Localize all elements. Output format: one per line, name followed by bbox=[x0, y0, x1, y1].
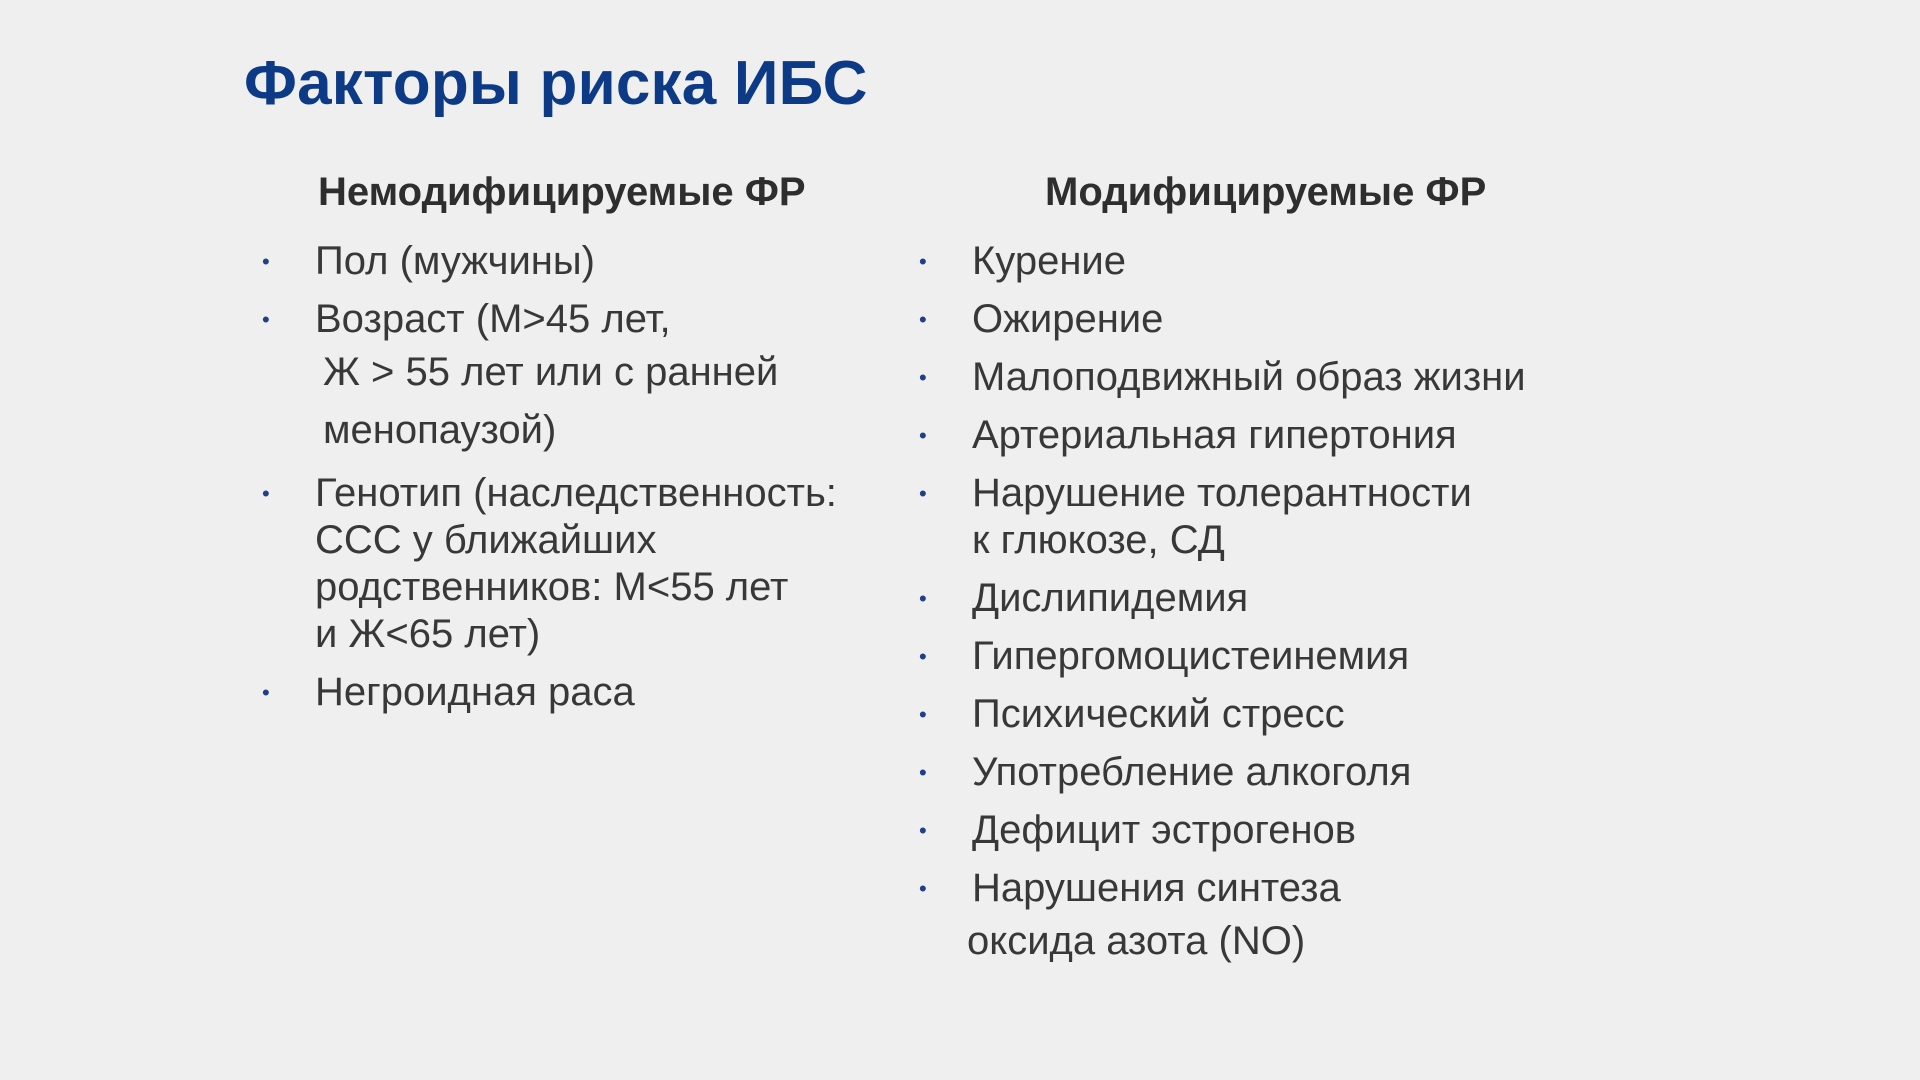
list-item bbox=[912, 354, 1672, 401]
list-item-text: Нарушения синтеза оксида азота (NO) bbox=[967, 866, 1341, 963]
list-item bbox=[912, 412, 1672, 459]
modifiable-heading: Модифицируемые ФР bbox=[1045, 170, 1487, 214]
modifiable-list bbox=[912, 238, 1672, 981]
bullet-icon: • bbox=[262, 680, 270, 705]
list-item bbox=[255, 669, 895, 716]
non-modifiable-list bbox=[255, 238, 895, 727]
list-item bbox=[912, 633, 1672, 680]
list-item-text: Нарушение толерантности к глюкозе, СД bbox=[972, 471, 1472, 562]
list-item-text: Курение bbox=[972, 239, 1127, 283]
bullet-icon: • bbox=[262, 249, 270, 274]
list-item bbox=[255, 238, 895, 285]
bullet-icon: • bbox=[919, 644, 927, 669]
list-item-text: Гипергомоцистеинемия bbox=[972, 634, 1410, 678]
non-modifiable-heading: Немодифицируемые ФР bbox=[318, 170, 806, 214]
list-item-text: Генотип (наследственность: ССС у ближайших родственников: М<55 лет и Ж<65 лет) bbox=[315, 471, 837, 656]
list-item-text: Пол (мужчины) bbox=[315, 239, 595, 283]
list-item-text: Ожирение bbox=[972, 297, 1164, 341]
list-item-text: Артериальная гипертония bbox=[972, 413, 1457, 457]
list-item bbox=[912, 807, 1672, 854]
bullet-icon: • bbox=[919, 423, 927, 448]
list-item-text: Малоподвижный образ жизни bbox=[972, 355, 1526, 399]
list-item bbox=[912, 296, 1672, 343]
list-item-text: Употребление алкоголя bbox=[972, 750, 1412, 794]
list-item-text: Дислипидемия bbox=[972, 576, 1249, 620]
list-item bbox=[912, 470, 1672, 564]
bullet-icon: • bbox=[919, 876, 927, 901]
list-item bbox=[912, 749, 1672, 796]
bullet-icon: • bbox=[919, 760, 927, 785]
list-item bbox=[912, 238, 1672, 285]
bullet-icon: • bbox=[919, 249, 927, 274]
slide-title: Факторы риска ИБС bbox=[244, 49, 868, 118]
list-item-text: Психический стресс bbox=[972, 692, 1345, 736]
list-item bbox=[255, 296, 895, 459]
bullet-icon: • bbox=[919, 481, 927, 506]
list-item bbox=[255, 470, 895, 658]
list-item bbox=[912, 575, 1672, 622]
list-item bbox=[912, 691, 1672, 738]
bullet-icon: • bbox=[262, 307, 270, 332]
bullet-icon: • bbox=[919, 586, 927, 611]
bullet-icon: • bbox=[919, 365, 927, 390]
bullet-icon: • bbox=[919, 702, 927, 727]
list-item-text: Возраст (М>45 лет, Ж > 55 лет или с ранней менопаузой) bbox=[315, 297, 779, 452]
bullet-icon: • bbox=[262, 481, 270, 506]
list-item-text: Негроидная раса bbox=[315, 670, 635, 714]
list-item-text: Дефицит эстрогенов bbox=[972, 808, 1357, 852]
list-item bbox=[912, 865, 1672, 970]
bullet-icon: • bbox=[919, 307, 927, 332]
bullet-icon: • bbox=[919, 818, 927, 843]
